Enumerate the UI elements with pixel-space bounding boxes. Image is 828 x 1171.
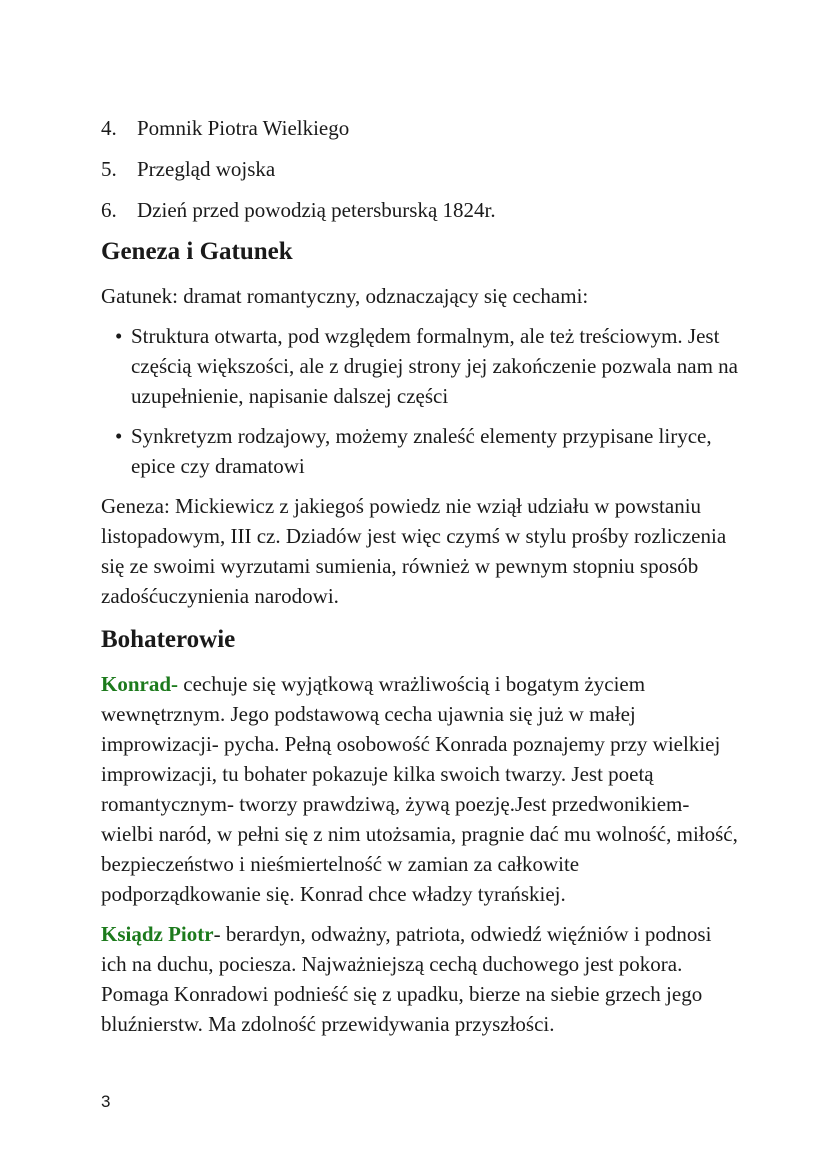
page-content bbox=[101, 108, 741, 1049]
page-number: 3 bbox=[101, 1092, 111, 1111]
list-text: Dzień przed powodzią petersburską 1824r. bbox=[137, 198, 496, 222]
bullet-list bbox=[101, 321, 741, 481]
list-text: Pomnik Piotra Wielkiego bbox=[137, 116, 350, 140]
piotr-paragraph bbox=[101, 919, 741, 1039]
section-heading-bohaterowie: Bohaterowie bbox=[101, 626, 236, 653]
list-number: 4. bbox=[101, 116, 117, 140]
list-number: 5. bbox=[101, 157, 117, 181]
gatunek-intro: Gatunek: dramat romantyczny, odznaczający się cechami: bbox=[101, 284, 589, 308]
geneza-paragraph: Geneza: Mickiewicz z jakiegoś powiedz nie wziął udziału w powstaniu listopadowym, III cz. Dziadów jest więc czymś w stylu prośby rozliczenia się ze swoimi wyrzutami sumienia, również w pewnym stopniu sposób zadośćuczynienia narodowi. bbox=[101, 494, 727, 608]
section-heading-geneza: Geneza i Gatunek bbox=[101, 238, 293, 265]
list-item bbox=[101, 108, 741, 149]
list-number: 6. bbox=[101, 198, 117, 222]
bullet-item bbox=[101, 421, 741, 481]
character-name-piotr: Ksiądz Piotr bbox=[101, 922, 214, 946]
list-text: Przegląd wojska bbox=[137, 157, 276, 181]
konrad-paragraph bbox=[101, 669, 741, 909]
bullet-icon: • bbox=[115, 424, 123, 448]
list-item bbox=[101, 149, 741, 190]
piotr-description: - berardyn, odważny, patriota, odwiedź więźniów i podnosi ich na duchu, pociesza. Najważniejszą cechą duchowego jest pokora. Pomaga Konradowi podnieść się z upadku, bierze na siebie grzech jego bluźnierstw. Ma zdolność przewidywania przyszłości. bbox=[101, 922, 712, 1036]
konrad-description: cechuje się wyjątkową wrażliwością i bogatym życiem wewnętrznym. Jego podstawową cecha ujawnia się już w małej improwizacji- pycha. Pełną osobowość Konrada poznajemy przy wielkiej improwizacji, tu bohater pokazuje kilka swoich twarzy. Jest poetą romantycznym- tworzy prawdziwą, żywą poezję.Jest przedwonikiem- wielbi naród, w pełni się z nim utożsamia, pragnie dać mu wolność, miłość, bezpieczeństwo i nieśmiertelność w zamian za całkowite podporządkowanie się. Konrad chce władzy tyrańskiej. bbox=[101, 672, 738, 906]
bullet-text: Struktura otwarta, pod względem formalnym, ale też treściowym. Jest częścią większości, ale z drugiej strony jej zakończenie pozwala nam na uzupełnienie, napisanie dalszej części bbox=[131, 324, 738, 408]
numbered-list bbox=[101, 108, 741, 231]
list-item bbox=[101, 190, 741, 231]
bullet-item bbox=[101, 321, 741, 411]
bullet-icon: • bbox=[115, 324, 123, 348]
character-name-konrad: Konrad- bbox=[101, 672, 179, 696]
bullet-text: Synkretyzm rodzajowy, możemy znaleść elementy przypisane liryce, epice czy dramatowi bbox=[131, 424, 712, 478]
